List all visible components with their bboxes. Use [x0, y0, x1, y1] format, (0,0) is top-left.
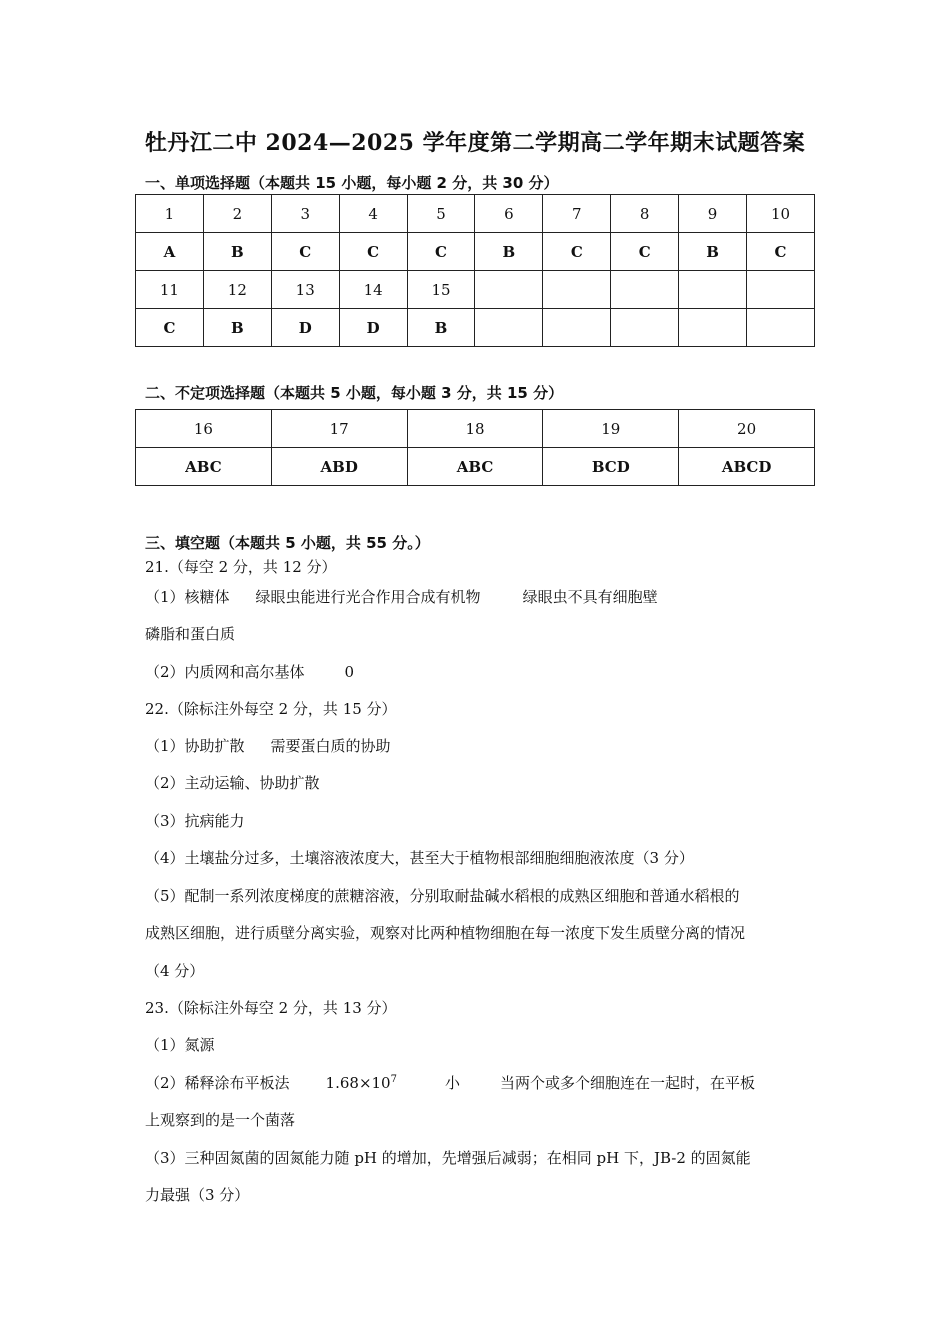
q22-heading: 22.（除标注外每空 2 分，共 15 分）: [145, 700, 397, 718]
answer-cell: B: [475, 233, 543, 271]
question-number: 5: [407, 195, 475, 233]
question-number: 15: [407, 271, 475, 309]
page-title: 牡丹江二中 2024—2025 学年度第二学期高二学年期末试题答案: [144, 130, 806, 156]
q23-part1: （1）氮源: [145, 1036, 215, 1054]
empty-cell: [679, 271, 747, 309]
q22-part3: （3）抗病能力: [145, 812, 245, 830]
q21-part2: [145, 661, 354, 682]
q23-part3: （3）三种固氮菌的固氮能力随 pH 的增加，先增强后减弱；在相同 pH 下，JB-2 的固氮能: [145, 1149, 751, 1167]
answer-cell: A: [136, 233, 204, 271]
question-number: 16: [136, 410, 272, 448]
answer-cell: B: [203, 309, 271, 347]
answer-cell: C: [747, 233, 815, 271]
answer-text: 小: [444, 1074, 460, 1092]
question-number: 4: [339, 195, 407, 233]
answer-text: （2）稀释涂布平板法: [145, 1074, 290, 1092]
question-number: 20: [679, 410, 815, 448]
answer-cell: B: [679, 233, 747, 271]
answer-cell: D: [271, 309, 339, 347]
question-number: 11: [136, 271, 204, 309]
answer-cell: C: [136, 309, 204, 347]
table-row: [136, 448, 815, 486]
question-number: 14: [339, 271, 407, 309]
answer-cell: C: [543, 233, 611, 271]
answer-cell: B: [407, 309, 475, 347]
empty-cell: [475, 309, 543, 347]
answer-text: （1）协助扩散: [145, 737, 245, 755]
answer-cell: C: [271, 233, 339, 271]
answer-text: （1）核糖体: [145, 588, 230, 606]
q22-part1: [145, 735, 391, 756]
answer-cell: D: [339, 309, 407, 347]
q21-part1-cont: 磷脂和蛋白质: [145, 625, 236, 643]
table-row: [136, 271, 815, 309]
answer-cell: C: [339, 233, 407, 271]
table-row: [136, 309, 815, 347]
answer-cell: BCD: [543, 448, 679, 486]
empty-cell: [543, 271, 611, 309]
q23-heading: 23.（除标注外每空 2 分，共 13 分）: [145, 999, 397, 1017]
question-number: 18: [407, 410, 543, 448]
answer-cell: C: [611, 233, 679, 271]
q23-part3-cont: 力最强（3 分）: [145, 1186, 250, 1204]
q23-part2-cont: 上观察到的是一个菌落: [145, 1111, 296, 1129]
answer-text: 绿眼虫能进行光合作用合成有机物: [255, 588, 481, 606]
answer-text: 当两个或多个细胞连在一起时，在平板: [500, 1074, 756, 1092]
table-row: [136, 195, 815, 233]
question-number: 10: [747, 195, 815, 233]
q22-part5-score: （4 分）: [145, 962, 205, 980]
empty-cell: [747, 271, 815, 309]
value-base: 1.68×10: [325, 1074, 391, 1092]
question-number: 12: [203, 271, 271, 309]
single-choice-table: [135, 194, 815, 347]
empty-cell: [611, 271, 679, 309]
empty-cell: [747, 309, 815, 347]
multi-choice-table: [135, 409, 815, 486]
answer-cell: C: [407, 233, 475, 271]
question-number: 7: [543, 195, 611, 233]
q22-part5: （5）配制一系列浓度梯度的蔗糖溶液，分别取耐盐碱水稻根的成熟区细胞和普通水稻根的: [145, 887, 740, 905]
answer-text: 需要蛋白质的协助: [270, 737, 391, 755]
answer-text: 绿眼虫不具有细胞壁: [522, 588, 658, 606]
empty-cell: [679, 309, 747, 347]
empty-cell: [543, 309, 611, 347]
value-exponent: 7: [390, 1074, 397, 1085]
section1-heading: 一、单项选择题（本题共 15 小题，每小题 2 分，共 30 分）: [145, 174, 559, 192]
empty-cell: [611, 309, 679, 347]
q22-part5-cont: 成熟区细胞，进行质壁分离实验，观察对比两种植物细胞在每一浓度下发生质壁分离的情况: [145, 924, 746, 942]
question-number: 3: [271, 195, 339, 233]
answer-cell: B: [203, 233, 271, 271]
answer-cell: ABD: [271, 448, 407, 486]
question-number: 13: [271, 271, 339, 309]
q21-heading: 21.（每空 2 分，共 12 分）: [145, 558, 337, 576]
answer-cell: ABC: [407, 448, 543, 486]
answer-text: 0: [344, 663, 355, 681]
question-number: 9: [679, 195, 747, 233]
section3-heading: 三、填空题（本题共 5 小题，共 55 分。）: [145, 534, 430, 552]
table-row: [136, 233, 815, 271]
answer-text: （2）内质网和高尔基体: [145, 663, 305, 681]
question-number: 19: [543, 410, 679, 448]
q21-part1: [145, 586, 658, 607]
question-number: 2: [203, 195, 271, 233]
empty-cell: [475, 271, 543, 309]
answer-text: [326, 1074, 397, 1092]
answer-cell: ABC: [136, 448, 272, 486]
answer-cell: ABCD: [679, 448, 815, 486]
q22-part2: （2）主动运输、协助扩散: [145, 774, 320, 792]
question-number: 6: [475, 195, 543, 233]
question-number: 17: [271, 410, 407, 448]
q22-part4: （4）土壤盐分过多，土壤溶液浓度大，甚至大于植物根部细胞细胞液浓度（3 分）: [145, 849, 694, 867]
section2-heading: 二、不定项选择题（本题共 5 小题，每小题 3 分，共 15 分）: [145, 384, 564, 402]
question-number: 8: [611, 195, 679, 233]
table-row: [136, 410, 815, 448]
question-number: 1: [136, 195, 204, 233]
q23-part2: [145, 1072, 755, 1093]
